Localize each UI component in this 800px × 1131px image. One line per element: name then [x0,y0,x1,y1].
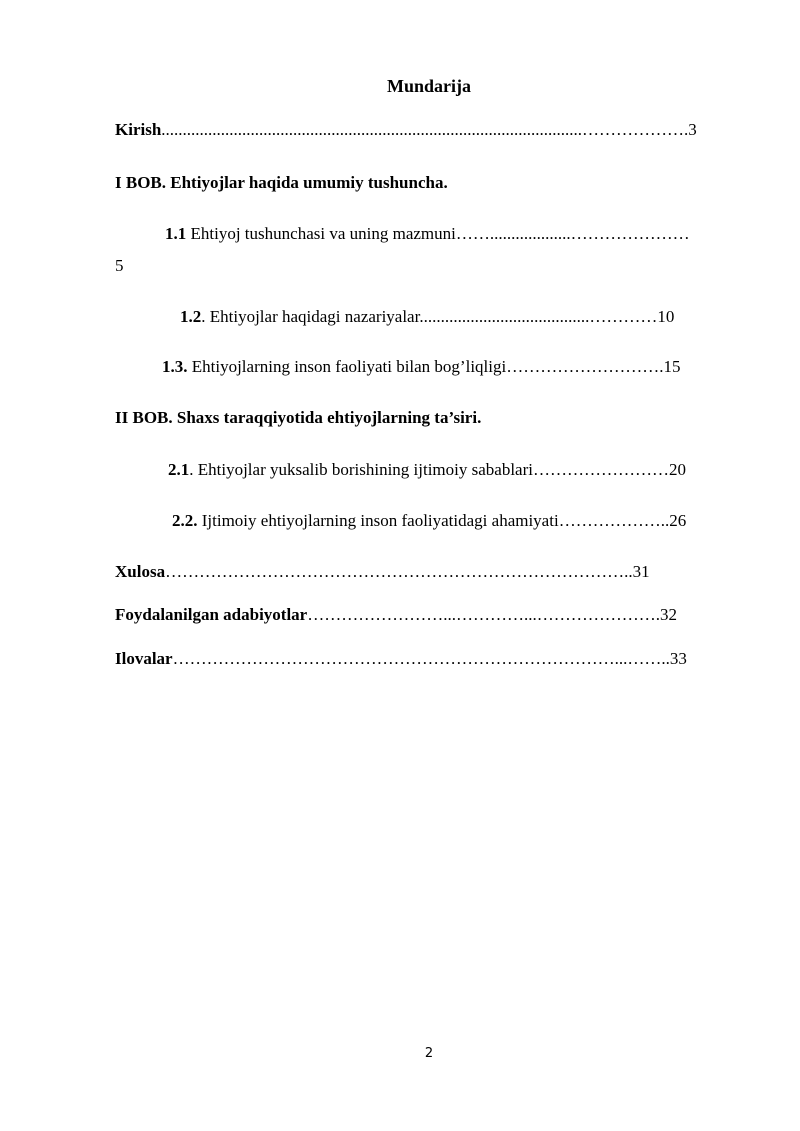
toc-leader: ……………………...…………...…………………. [307,605,660,624]
toc-entry-foydalanilgan [115,604,677,626]
toc-leader: ……………………………………………………………………...…….. [172,649,670,668]
toc-section-number: 2.2. [172,511,198,530]
toc-page-number: 10 [657,307,675,326]
toc-leader: ........................................………… [419,307,658,326]
toc-leader: ……………….. [558,511,670,530]
toc-page-number: 32 [659,605,677,624]
toc-leader: …………………… [533,460,669,479]
toc-label: Xulosa [115,562,166,581]
toc-entry-xulosa [115,561,650,583]
toc-entry-1-3 [162,356,680,378]
toc-leader: ……………………………………………………………………….. [165,562,633,581]
toc-label: Ilovalar [115,649,173,668]
toc-section-text: . Ehtiyojlar haqidagi nazariyalar [201,307,420,326]
toc-chapter-2: II BOB. Shaxs taraqqiyotida ehtiyojlarning ta’siri. [115,408,482,427]
toc-section-number: 2.1 [168,460,190,479]
toc-chapter-1: I BOB. Ehtiyojlar haqida umumiy tushuncha. [115,173,448,192]
toc-section-text: . Ehtiyojlar yuksalib borishining ijtimoiy sabablari [189,460,533,479]
toc-page-number-wrapped: 5 [115,256,124,275]
toc-leader: ………………………. [506,357,664,376]
toc-page-number: 33 [669,649,687,668]
page-title: Mundarija [386,76,471,96]
toc-section-text: Ehtiyoj tushunchasi va uning mazmuni [186,224,456,243]
toc-label: Foydalanilgan adabiyotlar [115,605,308,624]
toc-page-number: 20 [669,460,686,479]
toc-entry-1-1 [165,223,690,245]
toc-page-number: 26 [669,511,687,530]
toc-section-text: Ijtimoiy ehtiyojlarning inson faoliyatidagi ahamiyati [197,511,559,530]
toc-entry-2-1 [168,459,686,481]
toc-leader: ...................................................................................................………………. [161,120,689,139]
toc-section-number: 1.2 [180,307,202,326]
toc-label: Kirish [115,120,162,139]
toc-entry-1-2 [180,306,674,328]
toc-entry-ilovalar [115,648,687,670]
toc-section-text: Ehtiyojlarning inson faoliyati bilan bog’liqligi [187,357,507,376]
page-number: 2 [424,1046,434,1061]
toc-leader: ……...................………………… [455,224,690,243]
toc-entry-2-2 [172,510,686,532]
toc-page-number: 15 [663,357,681,376]
toc-section-number: 1.1 [165,224,187,243]
toc-section-number: 1.3. [162,357,188,376]
toc-entry-kirish [115,119,697,141]
toc-page-number: 3 [688,120,697,139]
toc-page-number: 31 [632,562,650,581]
